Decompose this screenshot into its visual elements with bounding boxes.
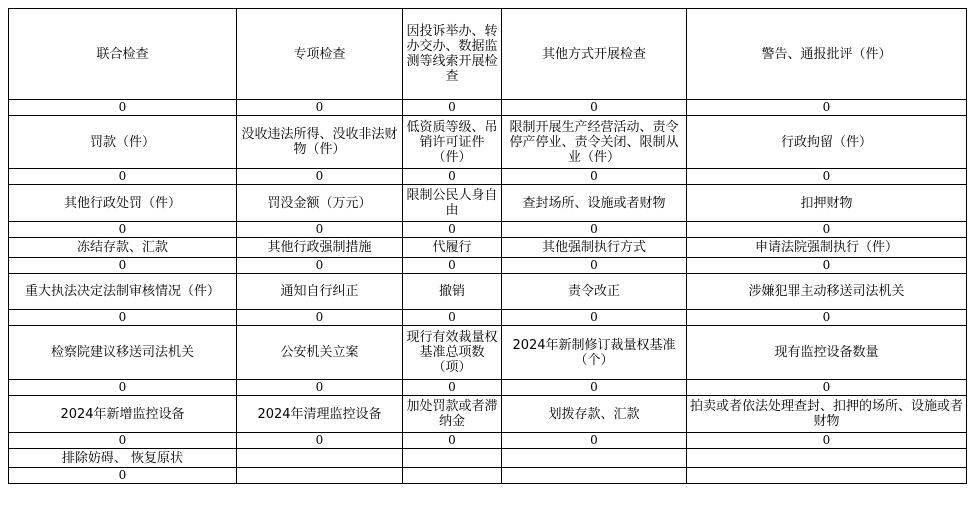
empty-cell <box>502 468 687 484</box>
label-cell: 其他行政处罚（件） <box>9 185 237 222</box>
value-cell: 0 <box>237 380 403 396</box>
empty-cell <box>403 449 502 468</box>
value-cell: 0 <box>9 222 237 238</box>
value-cell: 0 <box>687 310 967 326</box>
value-cell: 0 <box>687 100 967 116</box>
label-cell: 专项检查 <box>237 9 403 100</box>
value-cell: 0 <box>237 222 403 238</box>
label-cell: 责令改正 <box>502 274 687 310</box>
label-row <box>9 326 967 380</box>
value-cell: 0 <box>9 169 237 185</box>
value-cell: 0 <box>9 100 237 116</box>
label-cell: 警告、通报批评（件） <box>687 9 967 100</box>
value-cell: 0 <box>502 380 687 396</box>
value-cell: 0 <box>687 380 967 396</box>
empty-cell <box>237 449 403 468</box>
label-cell: 扣押财物 <box>687 185 967 222</box>
empty-cell <box>502 449 687 468</box>
label-row <box>9 238 967 258</box>
label-cell: 现行有效裁量权基准总项数（项） <box>403 326 502 380</box>
label-cell: 2024年清理监控设备 <box>237 396 403 433</box>
value-cell: 0 <box>403 222 502 238</box>
value-row <box>9 468 967 484</box>
label-cell: 检察院建议移送司法机关 <box>9 326 237 380</box>
value-cell: 0 <box>237 433 403 449</box>
label-cell: 2024年新制修订裁量权基准（个） <box>502 326 687 380</box>
value-row <box>9 100 967 116</box>
label-cell: 公安机关立案 <box>237 326 403 380</box>
value-cell: 0 <box>403 380 502 396</box>
label-cell: 现有监控设备数量 <box>687 326 967 380</box>
label-cell: 撤销 <box>403 274 502 310</box>
label-row <box>9 449 967 468</box>
value-cell: 0 <box>687 258 967 274</box>
value-cell: 0 <box>403 310 502 326</box>
value-cell: 0 <box>237 100 403 116</box>
value-cell: 0 <box>403 100 502 116</box>
label-cell: 罚款（件） <box>9 116 237 169</box>
value-cell: 0 <box>403 258 502 274</box>
label-cell: 限制公民人身自由 <box>403 185 502 222</box>
label-cell: 查封场所、设施或者财物 <box>502 185 687 222</box>
label-cell: 联合检查 <box>9 9 237 100</box>
label-cell: 重大执法决定法制审核情况（件） <box>9 274 237 310</box>
value-row <box>9 310 967 326</box>
label-row <box>9 274 967 310</box>
value-cell: 0 <box>9 433 237 449</box>
value-cell: 0 <box>9 310 237 326</box>
value-cell: 0 <box>687 169 967 185</box>
value-cell: 0 <box>502 169 687 185</box>
label-cell: 冻结存款、汇款 <box>9 238 237 258</box>
label-cell: 通知自行纠正 <box>237 274 403 310</box>
label-cell: 其他强制执行方式 <box>502 238 687 258</box>
label-cell: 其他行政强制措施 <box>237 238 403 258</box>
value-cell: 0 <box>9 258 237 274</box>
label-cell: 排除妨碍、 恢复原状 <box>9 449 237 468</box>
value-cell: 0 <box>502 258 687 274</box>
label-row <box>9 185 967 222</box>
value-cell: 0 <box>687 433 967 449</box>
value-cell: 0 <box>237 169 403 185</box>
label-cell: 加处罚款或者滞纳金 <box>403 396 502 433</box>
label-cell: 申请法院强制执行（件） <box>687 238 967 258</box>
value-cell: 0 <box>9 468 237 484</box>
value-row <box>9 169 967 185</box>
label-cell: 罚没金额（万元） <box>237 185 403 222</box>
value-cell: 0 <box>502 100 687 116</box>
label-cell: 行政拘留（件） <box>687 116 967 169</box>
value-cell: 0 <box>502 222 687 238</box>
label-cell: 因投诉举办、转办交办、数据监测等线索开展检查 <box>403 9 502 100</box>
label-cell: 其他方式开展检查 <box>502 9 687 100</box>
label-row <box>9 116 967 169</box>
label-cell: 涉嫌犯罪主动移送司法机关 <box>687 274 967 310</box>
empty-cell <box>687 449 967 468</box>
empty-cell <box>403 468 502 484</box>
label-cell: 代履行 <box>403 238 502 258</box>
value-row <box>9 222 967 238</box>
empty-cell <box>687 468 967 484</box>
value-row <box>9 258 967 274</box>
label-cell: 没收违法所得、没收非法财物（件） <box>237 116 403 169</box>
value-cell: 0 <box>403 169 502 185</box>
value-cell: 0 <box>9 380 237 396</box>
label-cell: 低资质等级、吊销许可证件（件） <box>403 116 502 169</box>
label-cell: 限制开展生产经营活动、责令停产停业、责令关闭、限制从业（件） <box>502 116 687 169</box>
label-cell: 2024年新增监控设备 <box>9 396 237 433</box>
value-cell: 0 <box>502 433 687 449</box>
label-cell: 拍卖或者依法处理查封、扣押的场所、设施或者财物 <box>687 396 967 433</box>
value-cell: 0 <box>502 310 687 326</box>
label-row <box>9 9 967 100</box>
empty-cell <box>237 468 403 484</box>
value-cell: 0 <box>237 258 403 274</box>
statistics-table <box>8 8 967 484</box>
value-cell: 0 <box>403 433 502 449</box>
value-cell: 0 <box>687 222 967 238</box>
value-row <box>9 380 967 396</box>
label-row <box>9 396 967 433</box>
value-row <box>9 433 967 449</box>
label-cell: 划拨存款、汇款 <box>502 396 687 433</box>
value-cell: 0 <box>237 310 403 326</box>
